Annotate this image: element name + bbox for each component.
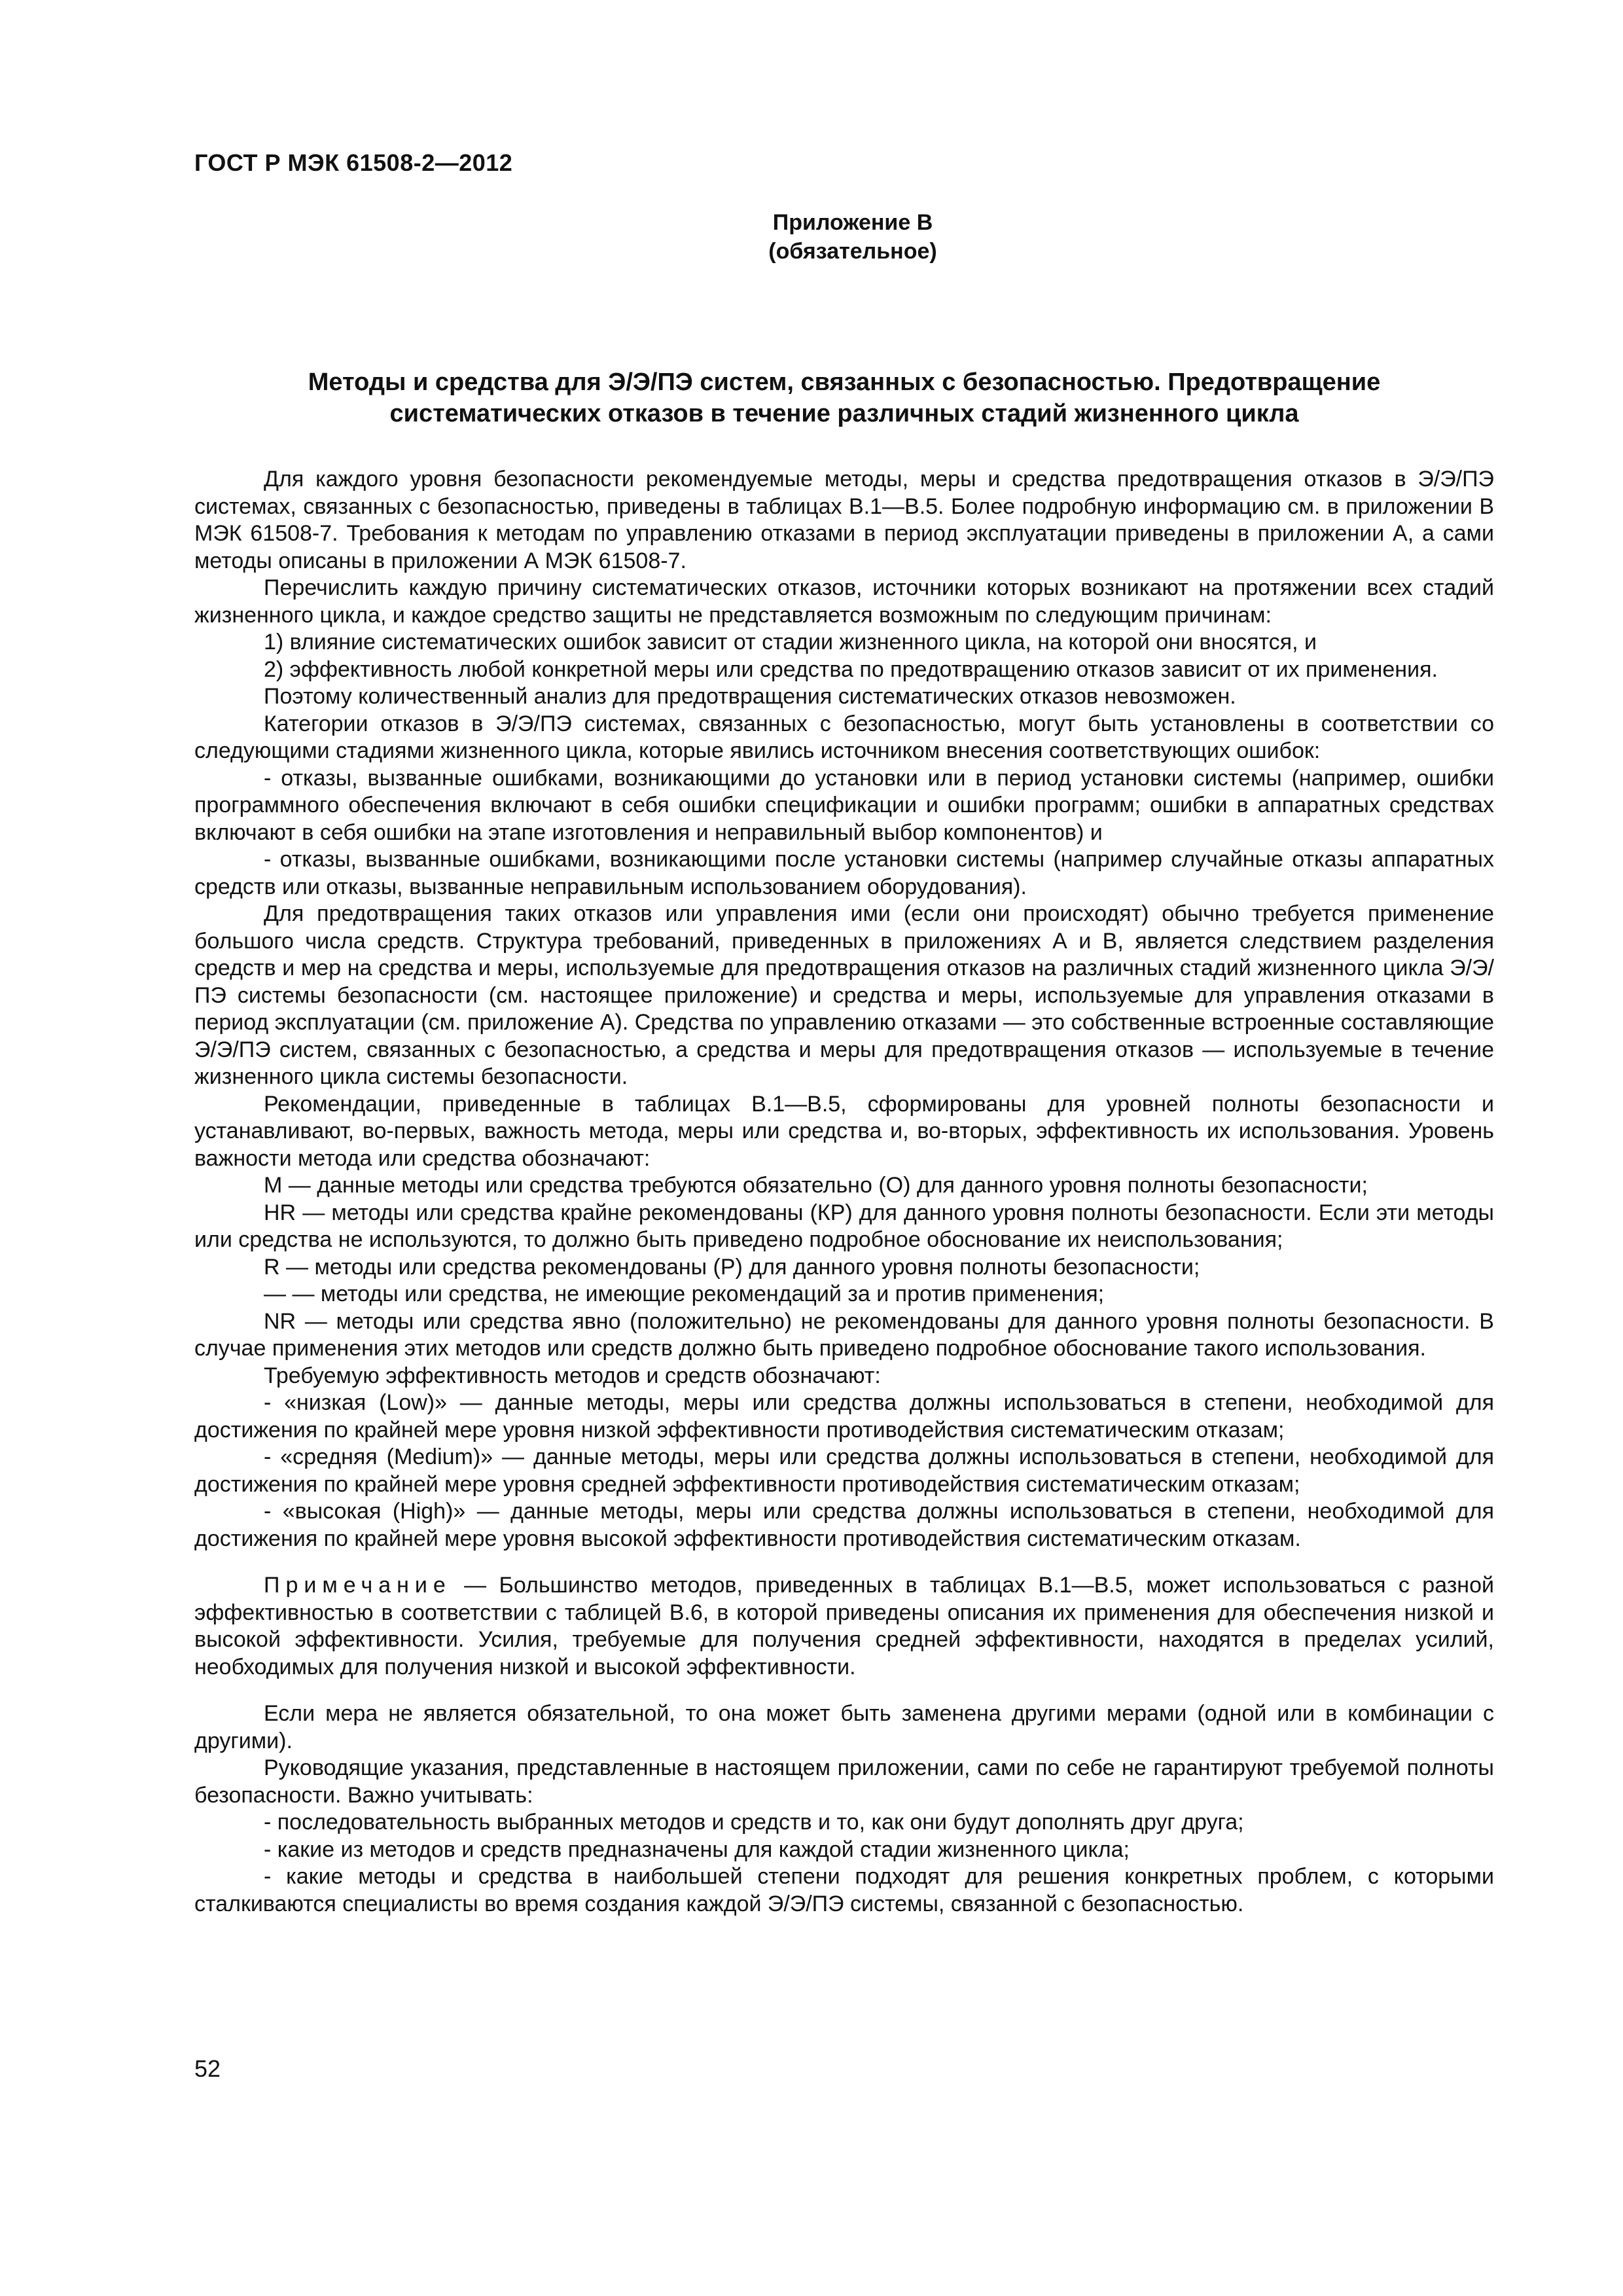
body-text xyxy=(194,466,1494,1918)
list-item: М — данные методы или средства требуются обязательно (О) для данного уровня полноты безопасности; xyxy=(264,1173,1368,1198)
list-item: — — методы или средства, не имеющие рекомендаций за и против применения; xyxy=(264,1282,1105,1306)
paragraph: Поэтому количественный анализ для предотвращения систематических отказов невозможен. xyxy=(264,684,1236,709)
list-item: R — методы или средства рекомендованы (Р) для данного уровня полноты безопасности; xyxy=(264,1254,1200,1280)
standard-code: ГОСТ Р МЭК 61508-2—2012 xyxy=(194,149,513,176)
paragraph: Для предотвращения таких отказов или управления ими (если они происходят) обычно требуется применение большого числа средств. Структура требований, приведенных в приложениях А и В, является следствием разделения средств и мер на средства и меры, используемые для предотвращения отказов на различных стадий жизненного цикла Э/Э/ПЭ системы безопасности (см. настоящее приложение) и средства и меры, используемые для управления отказами в период эксплуатации (см. приложение А). Средства по управлению отказами — это собственные встроенные составляющие Э/Э/ПЭ систем, связанных с безопасностью, а средства и меры для предотвращения отказов — используемые в течение жизненного цикла системы безопасности. xyxy=(194,901,1494,1089)
annex-label: Приложение В xyxy=(772,210,933,235)
list-item: NR — методы или средства явно (положительно) не рекомендованы для данного уровня полноты безопасности. В случае применения этих методов или средств должно быть приведено подробное обоснование такого использования. xyxy=(194,1308,1494,1361)
annex-title xyxy=(194,367,1494,429)
paragraph: Руководящие указания, представленные в настоящем приложении, сами по себе не гарантируют требуемой полноты безопасности. Важно учитывать: xyxy=(194,1755,1494,1808)
list-item: - последовательность выбранных методов и средств и то, как они будут дополнять друг друга; xyxy=(264,1810,1244,1835)
paragraph: Перечислить каждую причину систематических отказов, источники которых возникают на протяжении всех стадий жизненного цикла, и каждое средство защиты не представляется возможным по следующим причинам: xyxy=(194,575,1494,628)
note-label: Примечание xyxy=(264,1573,452,1598)
paragraph: Требуемую эффективность методов и средств обозначают: xyxy=(264,1363,881,1388)
list-item: - отказы, вызванные ошибками, возникающими после установки системы (например случайные отказы аппаратных средств или отказы, вызванные неправильным использованием оборудования). xyxy=(194,847,1494,899)
list-item: - «низкая (Low)» — данные методы, меры или средства должны использоваться в степени, необходимой для достижения по крайней мере уровня низкой эффективности противодействия систематическим отказам; xyxy=(194,1390,1494,1443)
annex-title-line-1: Методы и средства для Э/Э/ПЭ систем, связанных с безопасностью. Предотвращение xyxy=(308,368,1381,396)
annex-status: (обязательное) xyxy=(768,239,937,264)
list-item: HR — методы или средства крайне рекомендованы (КР) для данного уровня полноты безопасности. Если эти методы или средства не используются, то должно быть приведено подробное обоснование их неиспользования; xyxy=(194,1200,1494,1252)
list-item: - отказы, вызванные ошибками, возникающими до установки или в период установки системы (например, ошибки программного обеспечения включают в себя ошибки спецификации и ошибки программ; ошибки в аппаратных средствах включают в себя ошибки на этапе изготовления и неправильный выбор компонентов) и xyxy=(194,765,1494,845)
page-number: 52 xyxy=(194,2055,221,2082)
annex-title-line-2: систематических отказов в течение различных стадий жизненного цикла xyxy=(389,400,1299,427)
list-item: 2) эффективность любой конкретной меры или средства по предотвращению отказов зависит от их применения. xyxy=(264,656,1438,682)
list-item: - какие из методов и средств предназначены для каждой стадии жизненного цикла; xyxy=(264,1837,1130,1862)
paragraph: Рекомендации, приведенные в таблицах В.1—В.5, сформированы для уровней полноты безопасности и устанавливают, во-первых, важность метода, меры или средства и, во-вторых, эффективность их использования. Уровень важности метода или средства обозначают: xyxy=(194,1091,1494,1171)
paragraph: Для каждого уровня безопасности рекомендуемые методы, меры и средства предотвращения отказов в Э/Э/ПЭ системах, связанных с безопасностью, приведены в таблицах В.1—В.5. Более подробную информацию см. в приложении В МЭК 61508-7. Требования к методам по управлению отказами в период эксплуатации приведены в приложении А, а сами методы описаны в приложении А МЭК 61508-7. xyxy=(194,467,1494,573)
note xyxy=(194,1572,1494,1681)
list-item: - какие методы и средства в наибольшей степени подходят для решения конкретных проблем, с которыми сталкиваются специалисты во время создания каждой Э/Э/ПЭ системы, связанной с безопасностью. xyxy=(194,1864,1494,1916)
note-text: — Большинство методов, приведенных в таблицах В.1—В.5, может использоваться с разной эффективностью в соответствии с таблицей В.6, в которой приведены описания их применения для обеспечения низкой и высокой эффективности. Усилия, требуемые для получения средней эффективности, находятся в пределах усилий, необходимых для получения низкой и высокой эффективности. xyxy=(194,1573,1494,1679)
paragraph: Если мера не является обязательной, то она может быть заменена другими мерами (одной или в комбинации с другими). xyxy=(194,1701,1494,1753)
list-item: - «средняя (Medium)» — данные методы, меры или средства должны использоваться в степени, необходимой для достижения по крайней мере уровня средней эффективности противодействия систематическим отказам; xyxy=(194,1444,1494,1497)
paragraph: Категории отказов в Э/Э/ПЭ системах, связанных с безопасностью, могут быть установлены в соответствии со следующими стадиями жизненного цикла, которые явились источником внесения соответствующих ошибок: xyxy=(194,711,1494,763)
list-item: 1) влияние систематических ошибок зависит от стадии жизненного цикла, на которой они вносятся, и xyxy=(264,630,1317,655)
annex-heading xyxy=(0,208,1623,266)
list-item: - «высокая (High)» — данные методы, меры или средства должны использоваться в степени, необходимой для достижения по крайней мере уровня высокой эффективности противодействия систематическим отказам. xyxy=(194,1499,1494,1551)
